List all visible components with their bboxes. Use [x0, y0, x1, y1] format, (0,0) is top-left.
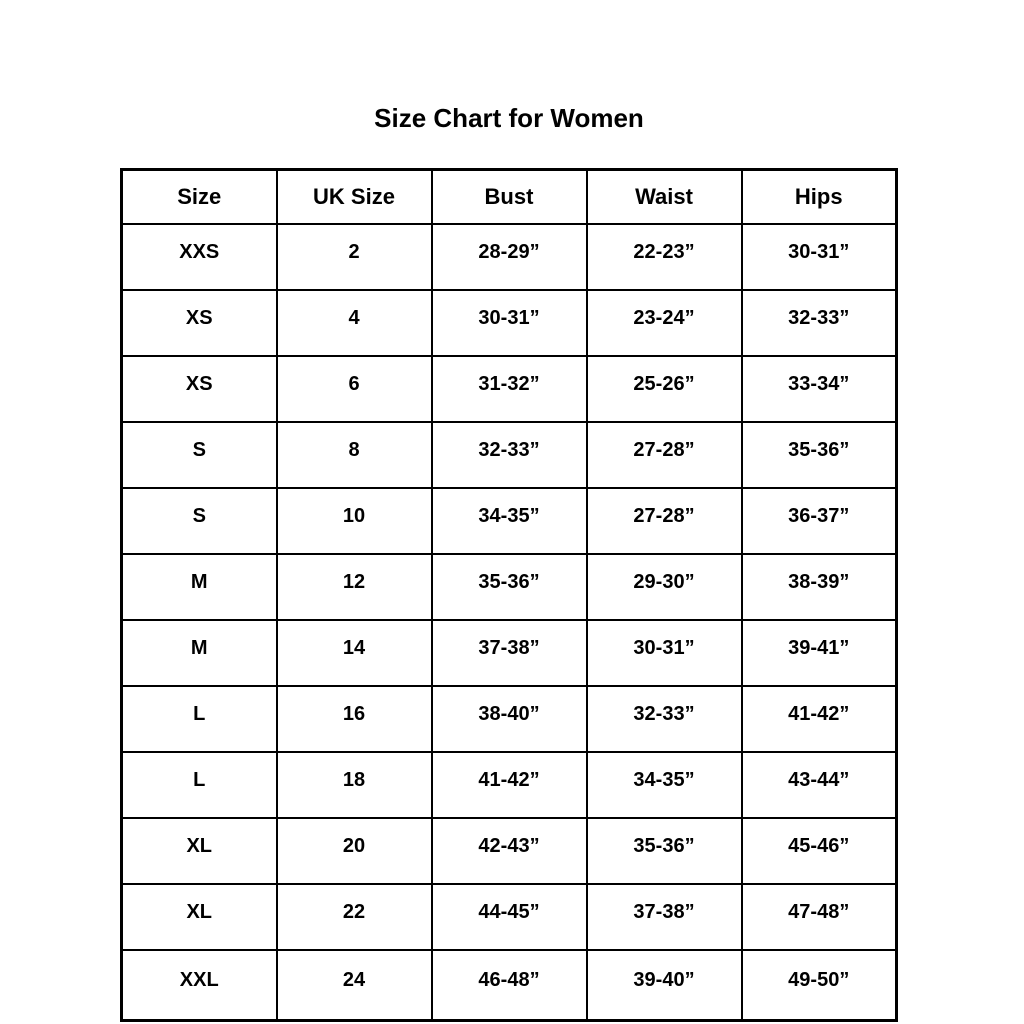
table-cell: 37-38”	[587, 884, 742, 950]
table-cell: 38-40”	[432, 686, 587, 752]
table-cell: 24	[277, 950, 432, 1021]
page-title: Size Chart for Women	[374, 103, 644, 133]
table-cell: 14	[277, 620, 432, 686]
table-row	[122, 554, 897, 620]
table-cell: 38-39”	[742, 554, 897, 620]
column-header-uk-size: UK Size	[277, 170, 432, 225]
table-cell: 18	[277, 752, 432, 818]
table-row	[122, 752, 897, 818]
table-cell: S	[122, 422, 277, 488]
table-cell: 42-43”	[432, 818, 587, 884]
table-cell: 39-40”	[587, 950, 742, 1021]
table-cell: 8	[277, 422, 432, 488]
table-cell: M	[122, 554, 277, 620]
table-row	[122, 290, 897, 356]
table-cell: 22-23”	[587, 224, 742, 290]
size-chart-table	[120, 168, 898, 1022]
table-cell: 35-36”	[432, 554, 587, 620]
table-row	[122, 224, 897, 290]
table-cell: 45-46”	[742, 818, 897, 884]
table-cell: 37-38”	[432, 620, 587, 686]
table-cell: 34-35”	[587, 752, 742, 818]
table-row	[122, 950, 897, 1021]
table-cell: 36-37”	[742, 488, 897, 554]
table-cell: 30-31”	[587, 620, 742, 686]
column-header-size: Size	[122, 170, 277, 225]
column-header-bust: Bust	[432, 170, 587, 225]
table-row	[122, 356, 897, 422]
column-header-waist: Waist	[587, 170, 742, 225]
table-cell: 35-36”	[742, 422, 897, 488]
table-cell: 25-26”	[587, 356, 742, 422]
table-cell: 39-41”	[742, 620, 897, 686]
table-cell: XXS	[122, 224, 277, 290]
table-row	[122, 818, 897, 884]
table-cell: 29-30”	[587, 554, 742, 620]
table-header-row	[122, 170, 897, 225]
table-cell: XL	[122, 818, 277, 884]
table-cell: 22	[277, 884, 432, 950]
table-cell: 43-44”	[742, 752, 897, 818]
table-row	[122, 620, 897, 686]
table-cell: 32-33”	[432, 422, 587, 488]
table-cell: 41-42”	[742, 686, 897, 752]
table-cell: 2	[277, 224, 432, 290]
table-cell: L	[122, 752, 277, 818]
table-cell: 16	[277, 686, 432, 752]
table-row	[122, 686, 897, 752]
table-cell: 30-31”	[742, 224, 897, 290]
table-cell: 28-29”	[432, 224, 587, 290]
table-cell: 41-42”	[432, 752, 587, 818]
table-row	[122, 422, 897, 488]
table-cell: 31-32”	[432, 356, 587, 422]
table-cell: S	[122, 488, 277, 554]
table-cell: 4	[277, 290, 432, 356]
table-cell: 27-28”	[587, 422, 742, 488]
column-header-hips: Hips	[742, 170, 897, 225]
table-cell: 33-34”	[742, 356, 897, 422]
table-cell: 44-45”	[432, 884, 587, 950]
table-cell: L	[122, 686, 277, 752]
table-cell: XL	[122, 884, 277, 950]
table-cell: 46-48”	[432, 950, 587, 1021]
table-cell: 23-24”	[587, 290, 742, 356]
table-cell: M	[122, 620, 277, 686]
table-cell: XXL	[122, 950, 277, 1021]
table-cell: 32-33”	[587, 686, 742, 752]
table-cell: 32-33”	[742, 290, 897, 356]
table-cell: XS	[122, 356, 277, 422]
table-cell: 27-28”	[587, 488, 742, 554]
table-cell: 49-50”	[742, 950, 897, 1021]
table-row	[122, 488, 897, 554]
table-cell: 30-31”	[432, 290, 587, 356]
table-body	[122, 224, 897, 1021]
table-cell: 10	[277, 488, 432, 554]
table-cell: 35-36”	[587, 818, 742, 884]
table-cell: 6	[277, 356, 432, 422]
table-cell: 47-48”	[742, 884, 897, 950]
table-cell: 20	[277, 818, 432, 884]
table-cell: 34-35”	[432, 488, 587, 554]
table-cell: XS	[122, 290, 277, 356]
table-row	[122, 884, 897, 950]
table-cell: 12	[277, 554, 432, 620]
